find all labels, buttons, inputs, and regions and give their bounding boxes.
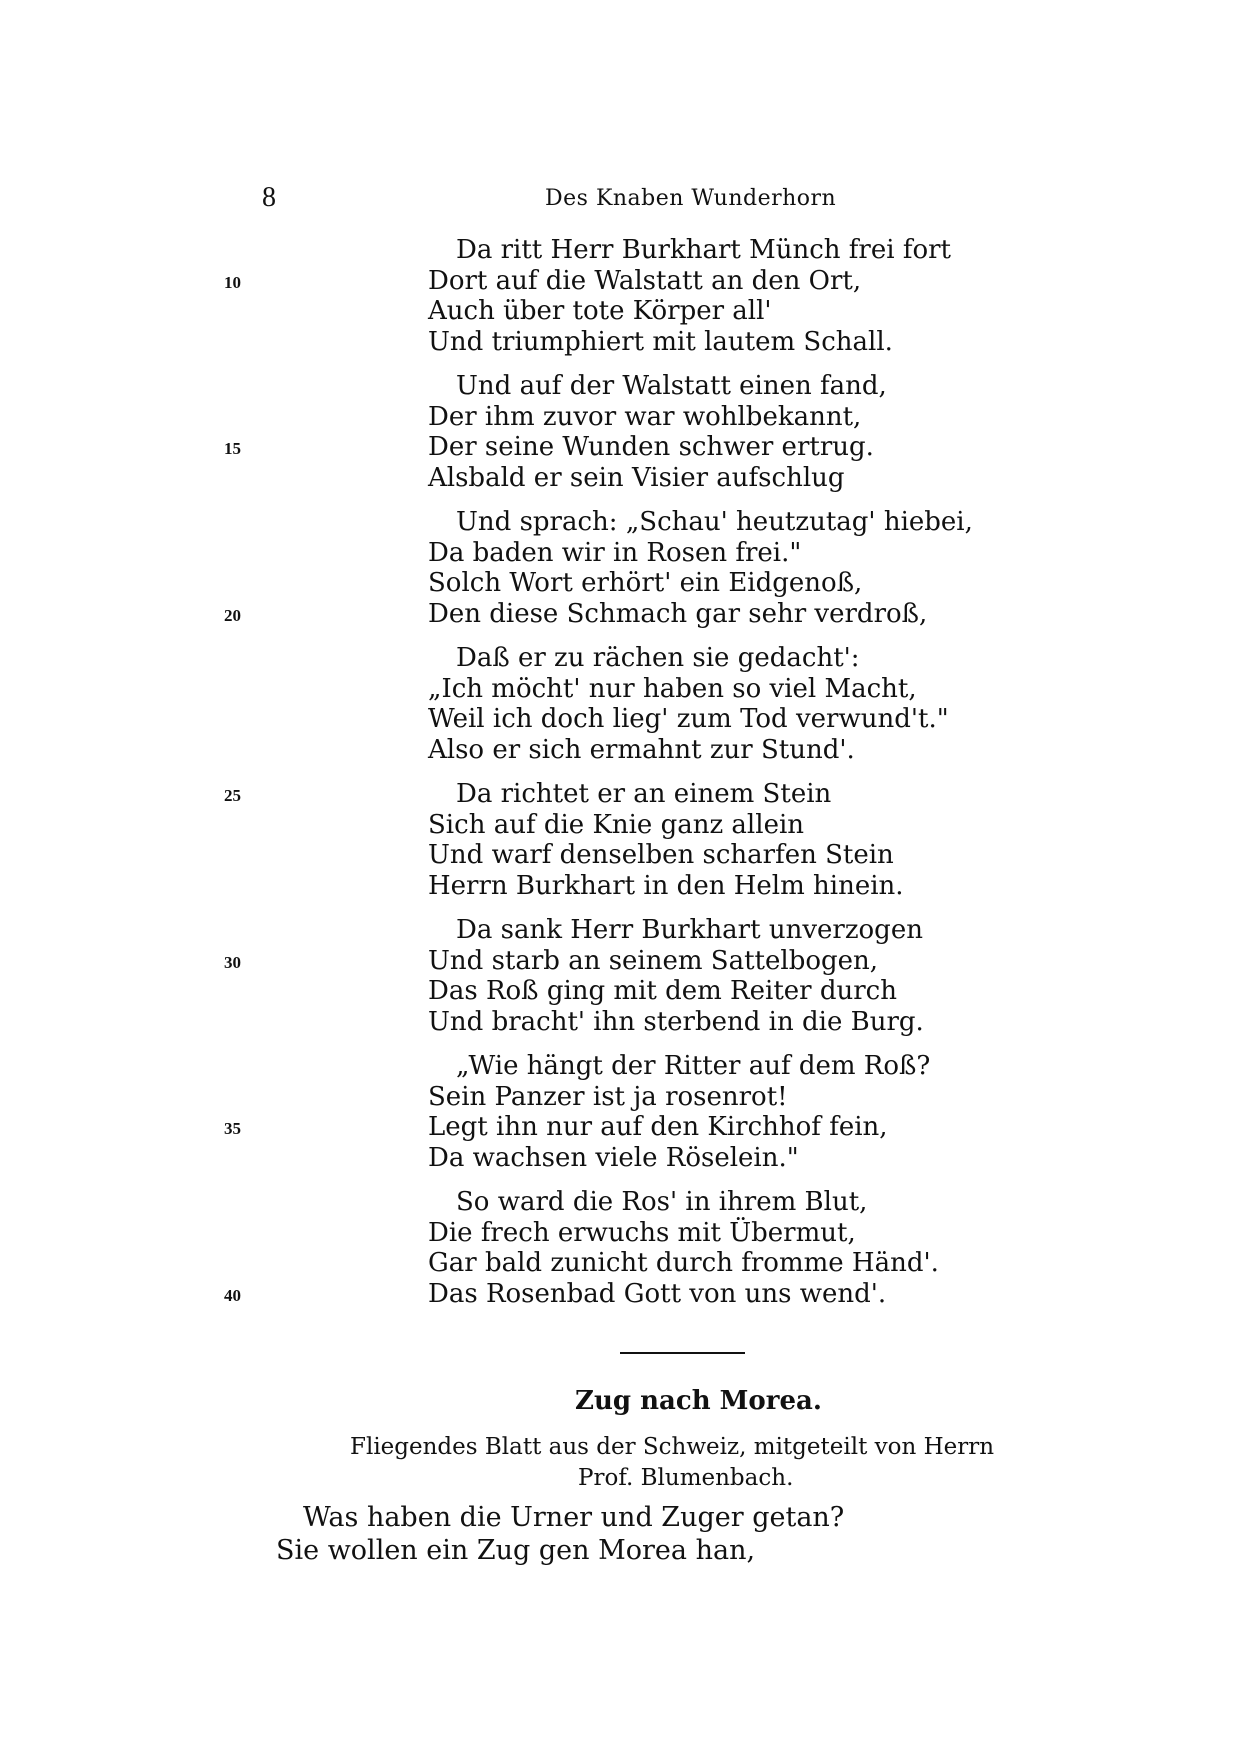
poem-line bbox=[428, 235, 1128, 266]
poem-line bbox=[428, 1248, 1128, 1279]
poem-line bbox=[428, 1143, 1128, 1174]
poem-line bbox=[428, 1051, 1128, 1082]
poem-line-text: Der seine Wunden schwer ertrug. bbox=[428, 432, 874, 462]
source-note-line: Prof. Blumenbach. bbox=[578, 1465, 794, 1491]
poem-line bbox=[224, 598, 1128, 630]
stanza bbox=[224, 779, 1128, 901]
stanza bbox=[428, 643, 1128, 765]
poem-line bbox=[428, 1218, 1128, 1249]
poem-line-text: Solch Wort erhört' ein Eidgenoß, bbox=[428, 568, 863, 598]
poem-line-text: Also er sich ermahnt zur Stund'. bbox=[428, 734, 855, 765]
line-number: 25 bbox=[224, 786, 241, 805]
line-number: 15 bbox=[224, 439, 241, 458]
line-number: 20 bbox=[224, 605, 241, 625]
poem-line-text: „Wie hängt der Ritter auf dem Roß? bbox=[456, 1051, 931, 1081]
poem-line-text: Da sank Herr Burkhart unverzogen bbox=[456, 915, 923, 945]
poem-line-text: Sich auf die Knie ganz allein bbox=[428, 809, 805, 840]
poem-line bbox=[428, 371, 1128, 402]
poem-line bbox=[428, 674, 1128, 705]
poem-line: Was haben die Urner und Zuger getan? bbox=[303, 1502, 845, 1533]
poem-line bbox=[428, 327, 1128, 358]
poem-line-text: Und bracht' ihn sterbend in die Burg. bbox=[428, 1006, 924, 1037]
poem-line-text: Den diese Schmach gar sehr verdroß, bbox=[428, 598, 928, 629]
poem-line-text: Das Rosenbad Gott von uns wend'. bbox=[428, 1278, 887, 1309]
line-number: 35 bbox=[224, 1119, 241, 1138]
poem-line-text: So ward die Ros' in ihrem Blut, bbox=[456, 1187, 868, 1217]
stanza bbox=[224, 235, 1128, 357]
poem-line-text: Der ihm zuvor war wohlbekannt, bbox=[428, 401, 862, 432]
poem-line-text: Da richtet er an einem Stein bbox=[456, 779, 832, 809]
poem-line bbox=[428, 840, 1128, 871]
poem-line bbox=[428, 643, 1128, 674]
poem-line-text: Da baden wir in Rosen frei." bbox=[428, 537, 802, 568]
poem-line-text: Alsbald er sein Visier aufschlug bbox=[428, 462, 845, 493]
page-number: 8 bbox=[262, 182, 276, 213]
poem-line-text: Daß er zu rächen sie gedacht': bbox=[456, 643, 860, 673]
poem-line-text: Da ritt Herr Burkhart Münch frei fort bbox=[456, 235, 951, 265]
poem-line bbox=[224, 779, 1128, 810]
poem-line bbox=[224, 945, 1128, 977]
poem-line bbox=[224, 432, 1128, 463]
poem-line bbox=[224, 265, 1128, 297]
source-note-line: Fliegendes Blatt aus der Schweiz, mitgeteilt von Herrn bbox=[350, 1434, 995, 1460]
poem-line-text: Und auf der Walstatt einen fand, bbox=[456, 371, 887, 401]
section-divider bbox=[620, 1352, 745, 1354]
poem-line-text: Und warf denselben scharfen Stein bbox=[428, 840, 894, 870]
poem-line bbox=[428, 915, 1128, 946]
poem-line bbox=[428, 976, 1128, 1007]
poem-line-text: Das Roß ging mit dem Reiter durch bbox=[428, 976, 897, 1006]
poem-line: Sie wollen ein Zug gen Morea han, bbox=[276, 1535, 756, 1566]
line-number: 10 bbox=[224, 272, 241, 292]
stanza bbox=[224, 1187, 1128, 1309]
poem-line bbox=[428, 704, 1128, 735]
running-head: Des Knaben Wunderhorn bbox=[545, 186, 837, 211]
poem-line-text: Die frech erwuchs mit Übermut, bbox=[428, 1217, 856, 1248]
next-poem bbox=[276, 1501, 1076, 1567]
poem-line-text: Sein Panzer ist ja rosenrot! bbox=[428, 1081, 788, 1112]
poem-line bbox=[428, 463, 1128, 494]
poem-line bbox=[428, 1187, 1128, 1218]
poem-line bbox=[428, 402, 1128, 433]
section-title: Zug nach Morea. bbox=[575, 1386, 822, 1416]
poem-line-text: Auch über tote Körper all' bbox=[428, 296, 772, 326]
poem-line bbox=[428, 735, 1128, 766]
stanza bbox=[224, 371, 1128, 493]
poem-line-text: „Ich möcht' nur haben so viel Macht, bbox=[428, 673, 917, 704]
poem-line bbox=[428, 871, 1128, 902]
poem bbox=[224, 235, 1128, 1323]
line-number: 30 bbox=[224, 952, 241, 972]
poem-line-text: Legt ihn nur auf den Kirchhof fein, bbox=[428, 1112, 888, 1142]
poem-line-text: Weil ich doch lieg' zum Tod verwund't." bbox=[428, 704, 949, 734]
poem-line bbox=[224, 1112, 1128, 1143]
poem-line-text: Und sprach: „Schau' heutzutag' hiebei, bbox=[456, 507, 973, 537]
poem-line-text: Gar bald zunicht durch fromme Händ'. bbox=[428, 1248, 939, 1278]
poem-line bbox=[428, 538, 1128, 569]
stanza bbox=[224, 1051, 1128, 1173]
poem-line-text: Da wachsen viele Röselein." bbox=[428, 1142, 799, 1173]
stanza bbox=[224, 915, 1128, 1037]
poem-line bbox=[224, 1278, 1128, 1310]
poem-line bbox=[428, 810, 1128, 841]
poem-line bbox=[428, 507, 1128, 538]
poem-line-text: Dort auf die Walstatt an den Ort, bbox=[428, 265, 862, 296]
poem-line-text: Herrn Burkhart in den Helm hinein. bbox=[428, 870, 904, 901]
poem-line bbox=[428, 568, 1128, 599]
poem-line bbox=[428, 1082, 1128, 1113]
source-note bbox=[350, 1432, 1030, 1494]
stanza bbox=[224, 507, 1128, 629]
poem-line bbox=[428, 296, 1128, 327]
poem-line bbox=[428, 1007, 1128, 1038]
poem-line-text: Und triumphiert mit lautem Schall. bbox=[428, 326, 893, 357]
line-number: 40 bbox=[224, 1285, 241, 1305]
poem-line-text: Und starb an seinem Sattelbogen, bbox=[428, 945, 879, 976]
